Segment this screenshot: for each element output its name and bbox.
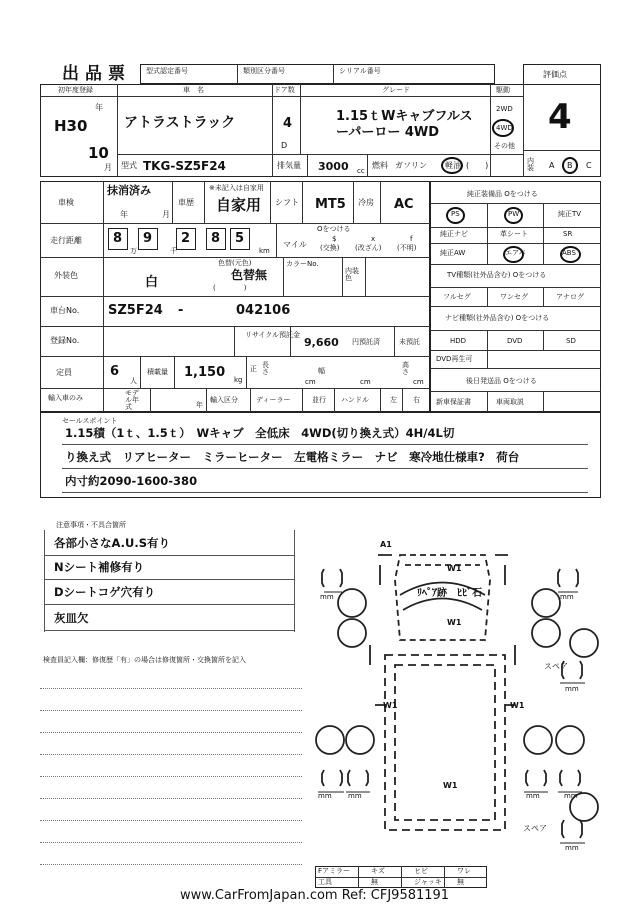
load-label: 積載量 <box>147 368 168 376</box>
fuel-value: ガソリン <box>395 161 427 170</box>
drive-other: その他 <box>494 142 515 150</box>
handle-left: 左 <box>390 396 397 404</box>
tv-title: TV種類(社外品含む) Oをつける <box>447 271 547 279</box>
note-line <box>44 579 294 580</box>
width-label: 幅 <box>318 367 325 375</box>
ac-label: 冷房 <box>358 198 374 207</box>
fuel-diesel: 軽油 <box>445 161 461 170</box>
mile-rewind-symbol: x <box>371 235 376 243</box>
equipment-item: PW <box>508 210 520 218</box>
note-item: Dシートコゲ穴有り <box>54 585 156 599</box>
model-year-label: モデル年式 <box>125 389 139 411</box>
import-cat-label: 輸入区分 <box>210 396 238 404</box>
mile-unknown-symbol: f <box>410 235 413 243</box>
docs-warranty: 新車保証書 <box>436 398 471 406</box>
inspector-line <box>40 732 302 733</box>
score-value: 4 <box>548 97 572 137</box>
grade-line1: 1.15ｔWキャブフルス <box>336 109 473 124</box>
load-value: 1,150 <box>184 365 226 380</box>
mileage-digit: 5 <box>235 231 245 246</box>
legend-cell: 無 <box>457 878 464 886</box>
mileage-label: 走行距離 <box>50 236 82 245</box>
capacity-unit: 人 <box>130 377 137 385</box>
inspector-line <box>40 776 302 777</box>
equipment-item: 純正TV <box>558 210 582 218</box>
docs-title: 後日発送品 Oをつける <box>466 377 537 385</box>
import-year-unit: 年 <box>196 401 203 409</box>
capacity-value: 6 <box>110 364 120 379</box>
diagram-w1-windshield: W1 <box>447 564 462 573</box>
navi-hdd: HDD <box>450 337 467 345</box>
recycle-paid: 円預託済 <box>352 338 380 346</box>
mileage-unit-km: km <box>259 247 270 255</box>
mm-rl1: mm <box>318 792 332 800</box>
airbag-circle-icon <box>503 246 524 263</box>
interior-label: 内装 <box>527 157 534 172</box>
usage-value: 自家用 <box>216 196 262 214</box>
inspection-value: 抹消済み <box>107 184 151 197</box>
size-label: 正 <box>250 365 257 373</box>
chassis-label: 車台No. <box>50 306 80 315</box>
equipment-item: PS <box>451 210 460 218</box>
diagram-w1-left: W1 <box>383 701 398 710</box>
docs-manual: 車両取説 <box>496 398 524 406</box>
color-change-label: 色替(元色) <box>218 259 252 267</box>
displacement-unit: cc <box>357 167 365 175</box>
shift-value: MT5 <box>315 197 346 212</box>
notes-left-border <box>44 530 45 632</box>
grade-line2: ーパーロー 4WD <box>336 125 440 140</box>
diagram-spare-bottom: スペア <box>523 824 547 833</box>
form-title: 出品票 <box>62 64 131 84</box>
chassis-number: 042106 <box>236 303 291 318</box>
note-line <box>44 630 294 631</box>
abs-circle-icon <box>560 246 581 263</box>
usage-label: 車歴 <box>178 198 194 207</box>
mm-rl2: mm <box>348 792 362 800</box>
month-unit: 月 <box>104 163 112 172</box>
diagram-w1-hood: W1 <box>447 618 462 627</box>
fuel-diesel-circle-icon <box>441 157 463 174</box>
exterior-label: 外装色 <box>54 271 78 280</box>
mileage-digit: 8 <box>211 231 221 246</box>
handle-label: ハンドル <box>341 396 369 404</box>
inspector-line <box>40 754 302 755</box>
handle-right: 右 <box>413 396 420 404</box>
notes-label: 注意事項・不具合箇所 <box>56 521 126 529</box>
equipment-item: SR <box>563 230 573 238</box>
diagram-spare-top: スペア <box>544 662 568 671</box>
height-cm: cm <box>413 378 424 386</box>
first-reg-label: 初年度登録 <box>58 86 93 94</box>
sales-line2: り換え式 リアヒーター ミラーヒーター 左電格ミラー ナビ 寒冷地仕様車? 荷台 <box>65 450 520 464</box>
shift-label: シフト <box>275 198 299 207</box>
inspector-line <box>40 798 302 799</box>
model-value: TKG-SZ5F24 <box>143 159 226 173</box>
tv-oneseg: ワンセグ <box>500 293 528 301</box>
inspection-label: 車検 <box>58 198 74 207</box>
color-paren: ( ) <box>213 284 247 292</box>
legend-cell: キズ <box>371 867 385 875</box>
watermark: www.CarFromJapan.com Ref: CFJ9581191 <box>180 888 450 903</box>
interior-c: C <box>586 161 592 170</box>
notes-right-border <box>294 530 295 632</box>
sales-line3: 内寸約2090-1600-380 <box>65 474 198 488</box>
mile-note: Oをつける <box>317 225 351 233</box>
capacity-label: 定員 <box>56 368 72 377</box>
note-item: 各部小さなA.U.S有り <box>54 536 170 550</box>
score-label: 評価点 <box>543 70 567 79</box>
drive-label: 駆動 <box>496 86 510 94</box>
reg-no-label: 登録No. <box>50 336 80 345</box>
mile-swap-symbol: $ <box>332 235 337 243</box>
mile-label: マイル <box>283 240 307 249</box>
navi-dvd: DVD <box>507 337 523 345</box>
navi-title: ナビ種類(社外品含む) Oをつける <box>445 314 550 322</box>
doors-label: ドア数 <box>274 86 295 94</box>
equipment-item: 純正ナビ <box>440 230 468 238</box>
note-item: Nシート補修有り <box>54 560 145 574</box>
color-change-value: 色替無 <box>231 268 268 282</box>
recycle-label: リサイクル預託金 <box>245 331 301 339</box>
length-label: 長さ <box>262 361 269 376</box>
inspector-line <box>40 688 302 689</box>
import-label: 輸入車のみ <box>48 394 83 402</box>
note-item: 灰皿欠 <box>54 611 89 625</box>
mm-spare-top: mm <box>565 685 579 693</box>
dealer: ディーラー <box>256 396 291 404</box>
width-cm: cm <box>360 378 371 386</box>
height-label: 高さ <box>402 361 409 376</box>
inspector-line <box>40 842 302 843</box>
inspector-line <box>40 710 302 711</box>
displacement-label: 排気量 <box>277 161 301 170</box>
recycle-amount: 9,660 <box>304 336 339 349</box>
mm-rr2: mm <box>564 792 578 800</box>
fuel-label: 燃料 <box>372 161 388 170</box>
fuel-paren: ( ) <box>466 161 489 170</box>
displacement-value: 3000 <box>318 160 349 173</box>
mm-fr: mm <box>560 593 574 601</box>
header-ids-box <box>140 64 495 84</box>
equipment-item: 革シート <box>500 230 528 238</box>
year-unit: 年 <box>95 103 103 112</box>
usage-note: ※未記入は自家用 <box>209 184 264 192</box>
car-name: アトラストラック <box>124 115 236 131</box>
mm-rr1: mm <box>526 792 540 800</box>
color-code-label: カラーNo. <box>286 260 319 268</box>
navi-sd: SD <box>566 337 576 345</box>
exterior-value: 白 <box>145 275 159 290</box>
recycle-unpaid: 未預託 <box>399 338 420 346</box>
mileage-digit: 8 <box>113 231 123 246</box>
equipment-item: ABS <box>562 249 576 257</box>
model-label: 型式 <box>121 161 137 170</box>
navi-dvd-play: DVD再生可 <box>436 355 473 363</box>
vehicle-diagram <box>300 525 600 870</box>
mile-rewind: (改ざん) <box>355 244 382 252</box>
interior-color-label: 内装色 <box>345 267 359 282</box>
mileage-unit: 万 <box>130 247 137 255</box>
tv-fullseg: フルセグ <box>443 293 471 301</box>
diagram-w1-right: W1 <box>510 701 525 710</box>
grade-label: グレード <box>382 86 410 94</box>
legend-cell: ワレ <box>457 867 471 875</box>
car-name-label: 車 名 <box>183 86 204 94</box>
pw-circle-icon <box>504 207 523 224</box>
interior-a: A <box>549 161 555 170</box>
ac-value: AC <box>394 197 414 212</box>
equipment-item: エアバ <box>505 249 526 257</box>
drive-4wd-circle-icon <box>492 119 514 137</box>
equipment-title: 純正装備品 Oをつける <box>467 190 538 198</box>
diagram-w1-rear: W1 <box>443 781 458 790</box>
length-cm: cm <box>305 378 316 386</box>
load-unit: kg <box>234 376 243 384</box>
category-label: 類別区分番号 <box>243 67 285 75</box>
inspection-year-unit: 年 <box>120 210 128 219</box>
interior-b-circle-icon <box>562 157 578 174</box>
legend-cell: Fアミラー <box>318 867 351 875</box>
parallel: 並行 <box>312 396 326 404</box>
doors-value: 4 <box>283 116 293 131</box>
note-line <box>44 555 294 556</box>
legend-cell: 無 <box>371 878 378 886</box>
first-reg-year: H30 <box>54 117 88 135</box>
inspector-line <box>40 864 302 865</box>
mile-swap: (交換) <box>320 244 340 252</box>
first-reg-month: 10 <box>88 144 109 162</box>
inspector-label: 検査員記入欄：修復歴「有」の場合は修復箇所・交換箇所を記入 <box>43 656 246 664</box>
sales-label: セールスポイント <box>62 417 118 425</box>
diagram-repair-note: ﾘﾍﾟｱ跡 ﾋﾋﾞ石 <box>417 588 482 599</box>
mileage-digit: 9 <box>143 231 153 246</box>
serial-label: シリアル番号 <box>339 67 381 75</box>
diagram-a1: A1 <box>380 540 392 549</box>
inspector-line <box>40 820 302 821</box>
inspection-month-unit: 月 <box>162 210 170 219</box>
mm-fl: mm <box>320 593 334 601</box>
legend-cell: 工具 <box>318 878 332 886</box>
ps-circle-icon <box>446 207 465 224</box>
equipment-item: 純正AW <box>440 249 466 257</box>
note-line <box>44 604 294 605</box>
interior-b: B <box>567 161 573 170</box>
legend-cell: ヒビ <box>414 867 428 875</box>
mileage-digit: 2 <box>181 231 191 246</box>
drive-4wd: 4WD <box>496 124 513 132</box>
sales-line1: 1.15積（1ｔ、1.5ｔ） Wキャブ 全低床 4WD(切り換え式）4H/4L切 <box>65 426 455 440</box>
tv-analog: アナログ <box>556 293 584 301</box>
mileage-unit: 千 <box>170 247 177 255</box>
mm-spare-bottom: mm <box>565 844 579 852</box>
drive-2wd: 2WD <box>496 105 513 113</box>
doors-suffix: D <box>281 141 288 150</box>
mile-unknown: (不明) <box>397 244 417 252</box>
legend-cell: ジャッキ <box>414 878 442 886</box>
chassis-dash: - <box>178 303 184 318</box>
chassis-model: SZ5F24 <box>108 303 163 318</box>
model-cert-label: 型式認定番号 <box>146 67 188 75</box>
